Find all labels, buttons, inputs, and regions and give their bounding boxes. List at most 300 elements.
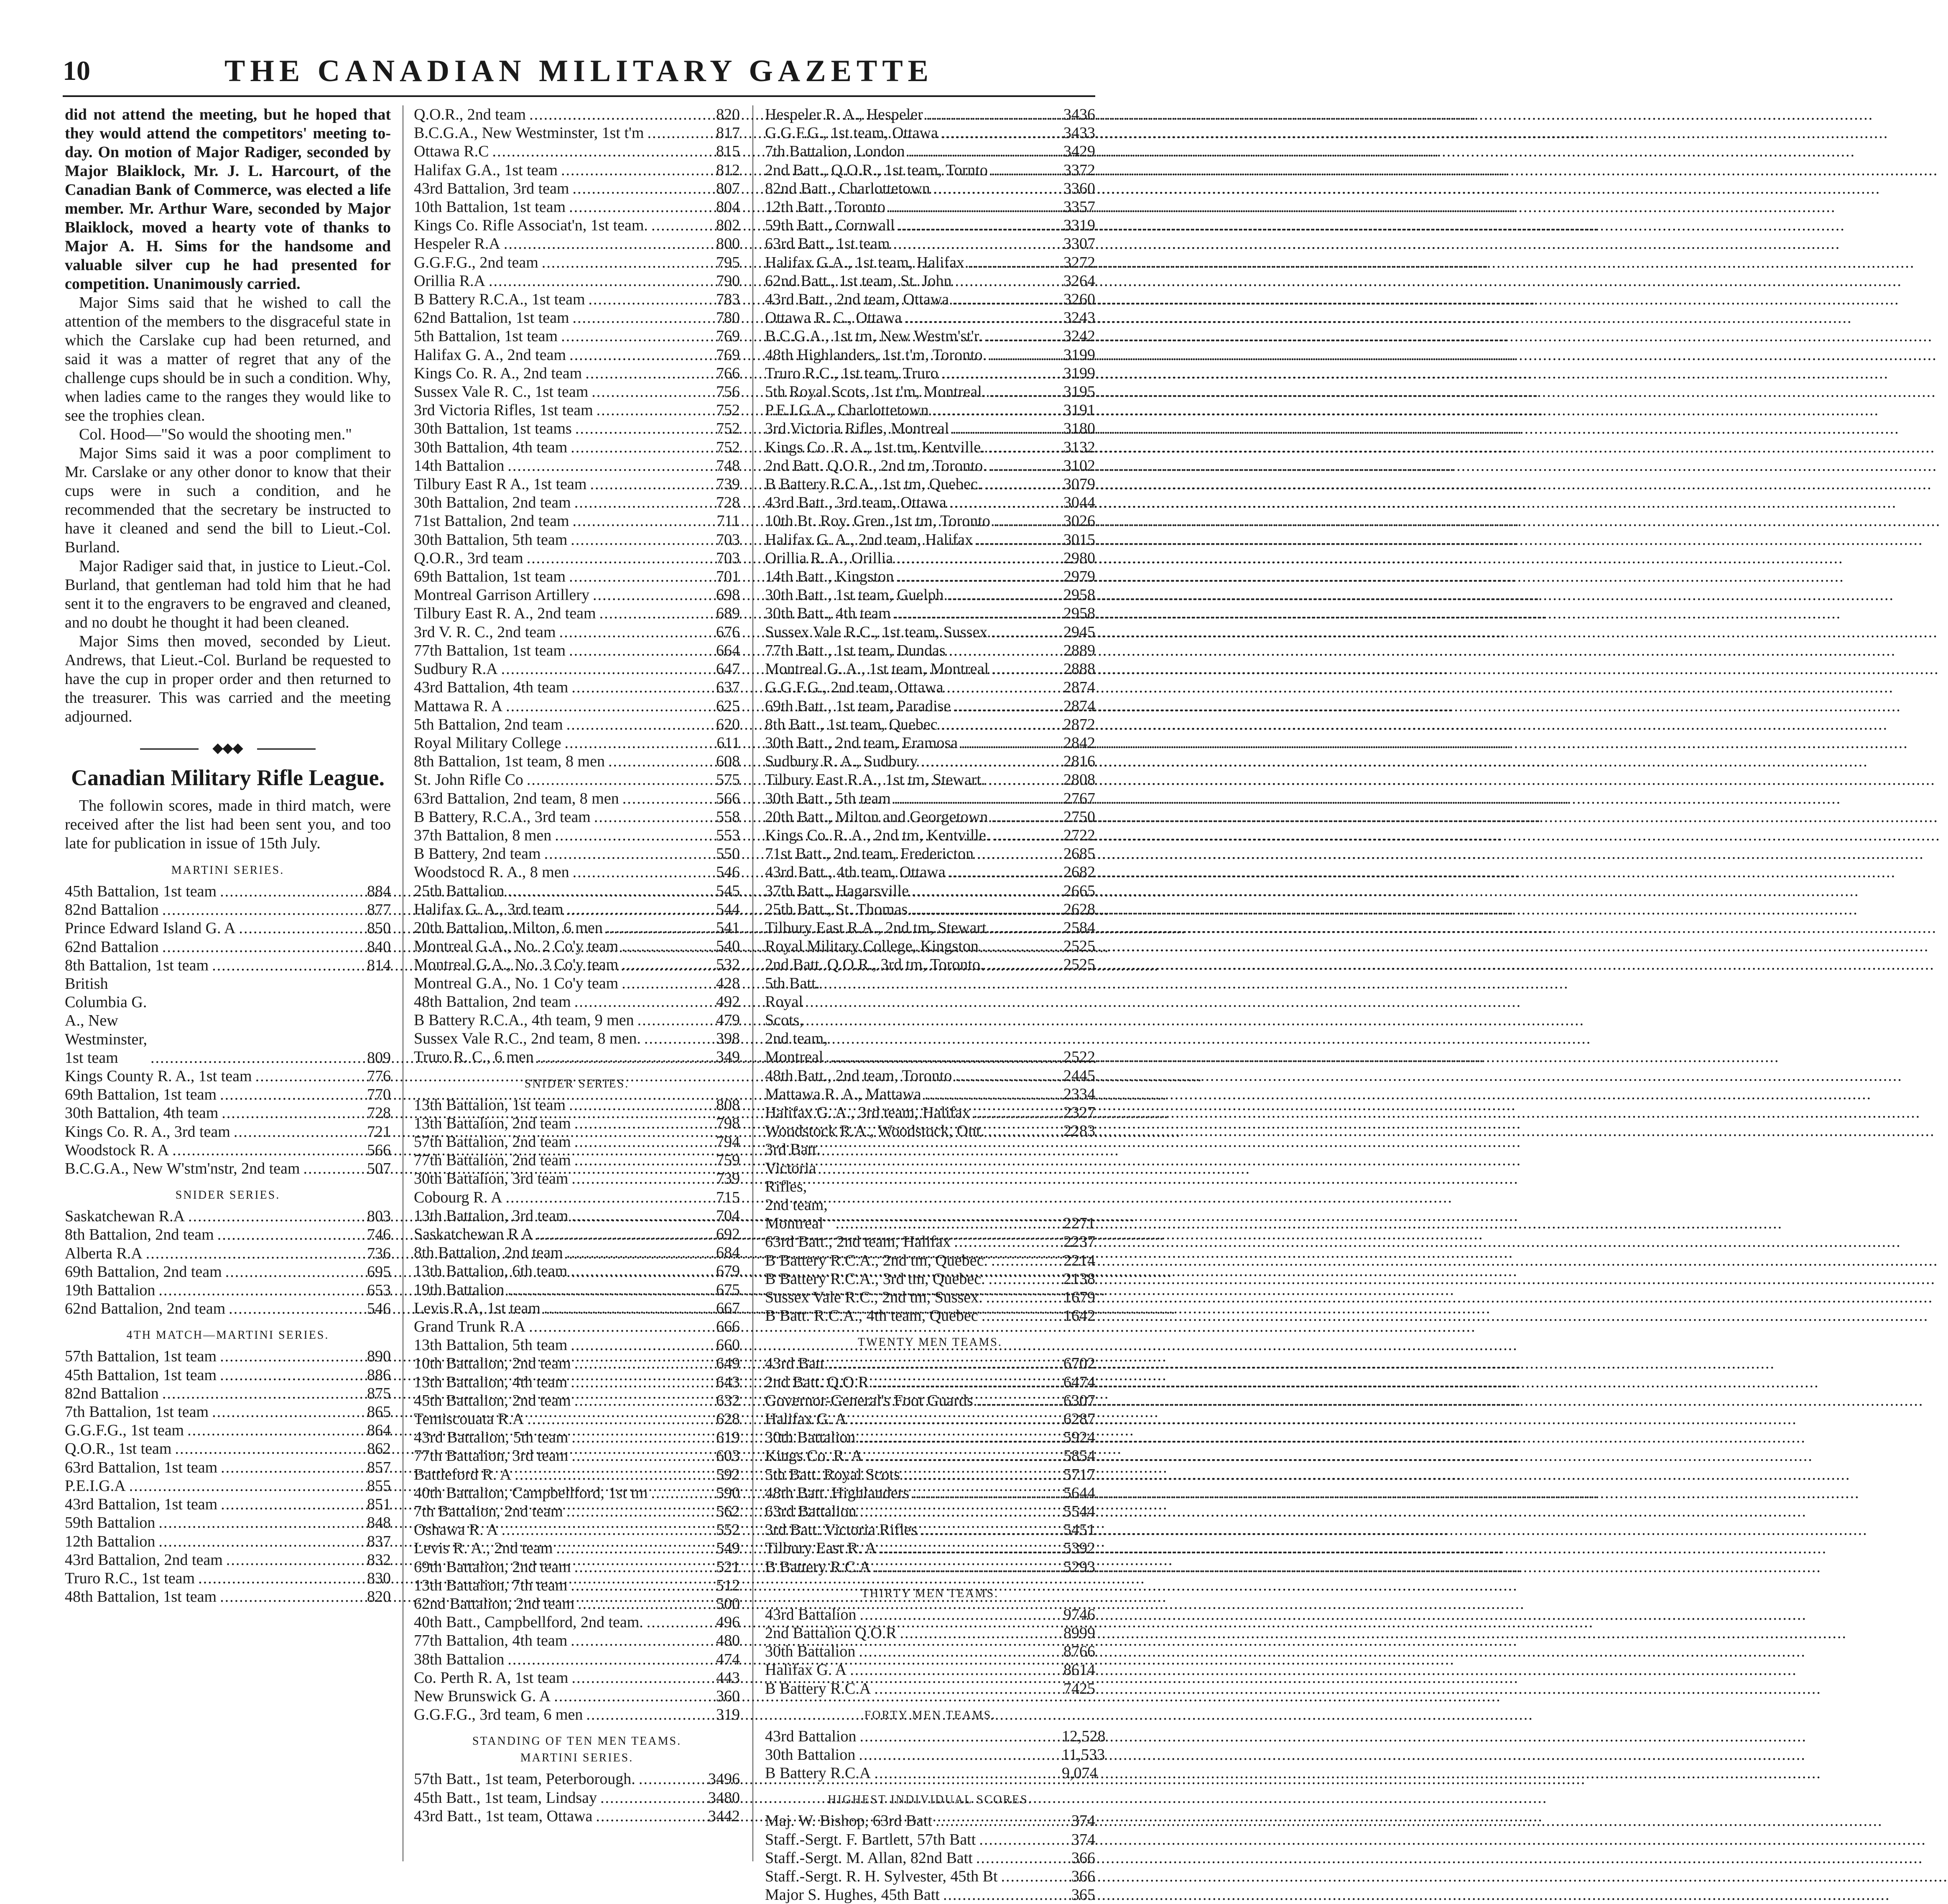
dot-leader <box>859 1642 1058 1661</box>
team-name: 48th Battalion, 1st team <box>65 1588 217 1606</box>
team-score: 2945 <box>1063 623 1095 641</box>
score-row <box>765 1521 1095 1539</box>
team-score: 507 <box>367 1160 391 1178</box>
score-row <box>65 1104 391 1122</box>
team-name: 43rd Battalion, 3rd team <box>414 179 569 197</box>
team-score: 5392 <box>1063 1539 1095 1557</box>
team-name: Grand Trunk R.A <box>414 1318 526 1335</box>
team-name: 8th Battalion, 1st team <box>65 956 209 974</box>
score-row <box>765 1140 1095 1233</box>
score-row <box>414 808 740 826</box>
team-score: 349 <box>716 1048 740 1066</box>
dot-leader <box>949 641 1058 660</box>
team-name: Montreal G. A., 1st team, Montreal <box>765 660 989 678</box>
team-score: 632 <box>716 1391 740 1409</box>
dot-leader <box>569 567 703 586</box>
dot-leader <box>990 346 1058 364</box>
team-name: 8th Battalion, 2nd team <box>414 1244 563 1262</box>
score-row <box>414 955 740 974</box>
team-name: Halifax G. A., 3rd team, Halifax <box>765 1103 970 1121</box>
dot-leader <box>188 1207 354 1225</box>
dot-leader <box>989 1270 1058 1288</box>
dot-leader <box>571 678 703 697</box>
score-row <box>414 974 740 993</box>
score-row <box>765 1605 1095 1624</box>
dot-leader <box>573 863 703 881</box>
dot-leader <box>573 512 703 530</box>
dot-leader <box>527 1410 703 1428</box>
score-row <box>765 1830 1095 1849</box>
dot-leader <box>542 253 703 272</box>
score-row <box>414 1225 740 1243</box>
team-score: 675 <box>716 1281 740 1299</box>
team-name: 19th Battalion <box>65 1281 156 1299</box>
team-score: 3436 <box>1063 106 1095 123</box>
team-score: 366 <box>1071 1868 1095 1886</box>
dot-leader <box>593 586 703 604</box>
team-name: 2nd Batt. Q.O.R., 3rd tm, Toronto. <box>765 956 984 974</box>
dot-leader <box>608 752 703 771</box>
score-row <box>765 678 1095 697</box>
team-score: 739 <box>716 1170 740 1188</box>
dot-leader <box>987 955 1058 974</box>
score-row <box>765 1391 1095 1410</box>
team-score: 808 <box>716 1096 740 1114</box>
team-name: 57th Battalion, 2nd team <box>414 1133 571 1151</box>
team-score: 637 <box>716 679 740 697</box>
dot-leader <box>229 1299 354 1318</box>
dot-leader <box>622 955 703 974</box>
dot-leader <box>158 1514 354 1532</box>
score-row <box>65 938 391 956</box>
dot-leader <box>158 1532 354 1551</box>
team-name: 43rd Battalion <box>765 1727 857 1745</box>
score-row <box>765 845 1095 863</box>
team-name: 5th Batt. Royal Scots <box>765 1465 900 1483</box>
team-name: 43rd Battalion, 5th team <box>414 1429 569 1447</box>
article-paragraph: did not attend the meeting, but he hoped that they would attend the competitors' meeting to-day. On motion of Major Radiger, seconded by Major Blaiklock, Mr. J. L. Harcourt, of the Canadian Bank of Commerce, was elected a life member. Mr. Arthur Ware, seconded by Major Blaiklock, moved a hearty vote of thanks to Major A. H. Sims for the handsome and valuable silver cup he had presented for competition. Unanimously carried. <box>65 106 391 293</box>
team-name: Levis R. A., 2nd team <box>414 1539 553 1557</box>
dot-leader <box>527 549 703 567</box>
team-score: 553 <box>716 826 740 844</box>
dot-leader <box>502 1521 703 1539</box>
team-score: 2445 <box>1063 1067 1095 1085</box>
dot-leader <box>976 1849 1058 1867</box>
team-name: 69th Battalion, 1st team <box>65 1086 217 1104</box>
score-row <box>65 1067 391 1085</box>
score-row <box>414 1048 740 1066</box>
team-score: 608 <box>716 753 740 771</box>
team-name: 45th Battalion, 1st team <box>65 1366 217 1384</box>
dot-leader <box>622 789 703 808</box>
team-name: 62nd Battalion, 1st team <box>414 309 569 327</box>
team-name: 62nd Batt., 1st team, St. John <box>765 272 952 290</box>
score-row <box>414 1428 740 1447</box>
score-row <box>765 1251 1095 1270</box>
dot-leader <box>544 1299 703 1317</box>
team-name: 14th Battalion <box>414 457 505 475</box>
team-score: 575 <box>716 771 740 789</box>
score-row <box>765 364 1095 383</box>
score-row <box>414 604 740 623</box>
dot-leader <box>947 678 1059 697</box>
team-score: 365 <box>1071 1886 1095 1904</box>
team-score: 9746 <box>1063 1605 1095 1623</box>
dot-leader <box>954 1233 1058 1251</box>
dot-leader <box>571 1373 703 1391</box>
dot-leader <box>150 1049 354 1067</box>
dot-leader <box>571 1262 703 1280</box>
score-row <box>414 715 740 734</box>
team-score: 890 <box>367 1348 391 1365</box>
team-name: Staff.-Sergt. M. Allan, 82nd Batt <box>765 1849 973 1867</box>
score-row <box>65 1347 391 1365</box>
score-row <box>414 179 740 198</box>
team-name: Halifax G. A., 2nd team <box>414 346 566 364</box>
team-name: 45th Battalion, 2nd team <box>414 1391 571 1409</box>
section-heading: HIGHEST INDIVIDUAL SCORES. <box>828 1793 1033 1807</box>
team-name: 77th Battalion, 2nd team <box>414 1151 571 1169</box>
team-name: 2nd Batt., Q.O.R., 1st team, Tornto <box>765 161 988 179</box>
dot-leader <box>567 900 703 919</box>
score-row <box>414 863 740 881</box>
team-score: 875 <box>367 1384 391 1402</box>
team-score: 12,528 <box>1062 1727 1106 1745</box>
team-score: 3242 <box>1063 327 1095 345</box>
team-name: Royal Military College <box>414 734 561 752</box>
team-score: 2138 <box>1063 1270 1095 1288</box>
score-row <box>414 1133 740 1151</box>
score-row <box>414 216 740 235</box>
team-score: 703 <box>716 531 740 549</box>
team-name: 43rd Battalion, 4th team <box>414 679 569 697</box>
team-name: St. John Rifle Co <box>414 771 523 789</box>
team-score: 2584 <box>1063 919 1095 937</box>
team-name: 3rd Victoria Rifles, 1st team <box>414 401 593 419</box>
team-name: Hespeler R. A., Hespeler <box>765 106 923 123</box>
score-row <box>414 789 740 808</box>
score-row <box>65 882 391 901</box>
score-row <box>414 752 740 771</box>
dot-leader <box>559 623 703 641</box>
dot-leader <box>920 1521 1058 1539</box>
dot-leader <box>992 660 1058 678</box>
team-score: 809 <box>367 1049 391 1067</box>
dot-leader <box>1001 1867 1058 1886</box>
dot-leader <box>507 882 703 900</box>
team-name: B Battery R.C.A., 2nd tm, Quebec. <box>765 1251 988 1269</box>
dot-leader <box>571 531 703 549</box>
team-score: 8766 <box>1063 1643 1095 1661</box>
team-score: 794 <box>716 1133 740 1151</box>
dot-leader <box>952 419 1058 438</box>
dot-leader <box>537 1048 703 1066</box>
team-name: Orillia R. A., Orillia <box>765 549 893 567</box>
team-score: 2525 <box>1063 956 1095 974</box>
score-list <box>414 1096 740 1724</box>
score-row <box>765 1067 1095 1085</box>
team-name: G.G.F.G., 3rd team, 6 men <box>414 1706 583 1724</box>
team-score: 549 <box>716 1539 740 1557</box>
team-name: 13th Battalion, 2nd team <box>414 1114 571 1132</box>
team-score: 566 <box>367 1141 391 1159</box>
team-score: 546 <box>716 863 740 881</box>
team-score: 3199 <box>1063 346 1095 364</box>
dot-leader <box>225 1263 354 1281</box>
score-row <box>765 235 1095 253</box>
dot-leader <box>129 1477 354 1495</box>
article-paragraph: Major Sims said it was a poor compliment to Mr. Carslake or any other donor to know that their cups were in such a condition, and he recommended that the secretary be instructed to have it cleaned and send the bill to Lieut.-Col. Burland. <box>65 444 391 556</box>
team-name: B Battery R.C.A <box>765 1764 871 1782</box>
team-score: 769 <box>716 346 740 364</box>
team-score: 649 <box>716 1355 740 1373</box>
page-number: 10 <box>63 56 90 86</box>
dot-leader <box>982 937 1058 955</box>
team-score: 2888 <box>1063 660 1095 678</box>
dot-leader <box>594 808 703 826</box>
dot-leader <box>836 1214 1058 1233</box>
team-name: 7th Battalion, London <box>765 143 905 161</box>
score-row <box>765 161 1095 179</box>
team-score: 807 <box>716 179 740 197</box>
score-row <box>765 272 1095 290</box>
dot-leader <box>828 1354 1058 1373</box>
score-list <box>65 1207 391 1318</box>
team-score: 2525 <box>1063 937 1095 955</box>
section-heading: THIRTY MEN TEAMS. <box>861 1587 999 1600</box>
team-score: 3360 <box>1063 179 1095 197</box>
score-row <box>765 383 1095 401</box>
score-row <box>765 1270 1095 1288</box>
team-score: 647 <box>716 660 740 678</box>
team-score: 684 <box>716 1244 740 1262</box>
team-name: Hespeler R.A <box>414 235 500 253</box>
team-score: 2682 <box>1063 863 1095 881</box>
team-name: 77th Battalion, 3rd team <box>414 1447 569 1465</box>
dot-leader <box>571 1669 703 1687</box>
dot-leader <box>651 216 703 235</box>
score-row <box>414 419 740 438</box>
team-name: Halifax G. A <box>765 1410 847 1428</box>
score-row <box>414 1576 740 1595</box>
score-row <box>765 1886 1095 1904</box>
dot-leader <box>506 1188 703 1207</box>
score-row <box>414 493 740 512</box>
team-score: 443 <box>716 1669 740 1687</box>
score-row <box>414 512 740 530</box>
team-score: 783 <box>716 291 740 309</box>
header-rule <box>63 95 1095 97</box>
score-row <box>765 457 1095 475</box>
dot-leader <box>606 919 703 937</box>
column-middle <box>414 105 740 1866</box>
score-row <box>765 512 1095 530</box>
team-name: B Battery R.C.A., 1st team <box>414 291 585 309</box>
team-score: 3357 <box>1063 198 1095 216</box>
team-score: 643 <box>716 1373 740 1391</box>
article-title: Canadian Military Rifle League. <box>71 765 385 790</box>
team-score: 544 <box>716 900 740 918</box>
dot-leader <box>162 901 354 919</box>
dot-leader <box>556 1539 703 1557</box>
score-row <box>765 1624 1095 1642</box>
team-name: 71st Batt., 2nd team, Fredericton <box>765 845 974 863</box>
team-score: 2767 <box>1063 789 1095 807</box>
team-score: 660 <box>716 1336 740 1354</box>
score-row <box>65 1366 391 1384</box>
team-name: B.C.G.A., New Westminster, 1st t'm <box>414 124 644 142</box>
dot-leader <box>574 1151 703 1169</box>
team-score: 2665 <box>1063 882 1095 900</box>
score-row <box>765 346 1095 364</box>
team-score: 3442 <box>708 1807 740 1825</box>
dot-leader <box>941 124 1058 142</box>
team-score: 752 <box>716 438 740 456</box>
dot-leader <box>912 882 1058 900</box>
team-score: 6287 <box>1063 1410 1095 1428</box>
dot-leader <box>578 1595 703 1613</box>
team-name: Tilbury East R.A., 2nd tm, Stewart <box>765 919 987 937</box>
score-row <box>765 623 1095 641</box>
score-row <box>414 660 740 678</box>
score-row <box>765 253 1095 272</box>
dot-leader <box>212 1403 354 1421</box>
score-row <box>765 900 1095 919</box>
team-name: 12th Battalion <box>65 1532 156 1550</box>
team-score: 8614 <box>1063 1661 1095 1679</box>
score-row <box>414 235 740 253</box>
team-name: 8th Batt., 1st team, Quebec <box>765 715 938 733</box>
dot-leader <box>571 1207 703 1225</box>
team-name: B Battery R.C.A <box>765 1558 871 1576</box>
team-name: Tilbury East R. A., 2nd team <box>414 605 596 623</box>
dot-leader <box>571 1428 703 1447</box>
team-score: 759 <box>716 1151 740 1169</box>
team-score: 2327 <box>1063 1103 1095 1121</box>
dot-leader <box>574 1133 703 1151</box>
team-name: 43rd Batt., 1st team, Ottawa <box>414 1807 593 1825</box>
dot-leader <box>566 715 703 734</box>
team-score: 817 <box>716 124 740 142</box>
score-row <box>765 1373 1095 1391</box>
team-name: 63rd Battalion, 1st team <box>65 1458 218 1476</box>
dot-leader <box>985 475 1058 493</box>
score-row <box>414 1317 740 1336</box>
article-paragraph: Major Sims said that he wished to call the attention of the members to the disgraceful state in which the Carslake cup had been returned, and said it was a matter of regret that any of the challenge cups should be in such a condition. Why, when ladies came to the ranges they would like to see the trophies clean. <box>65 294 391 424</box>
team-name: G.G.F.G., 2nd team, Ottawa <box>765 679 943 697</box>
article-paragraph: Major Radiger said that, in justice to Lieut.-Col. Burland, that gentleman had told him that he had sent it to the engravers to be engraved and cleaned, and no doubt he thought it had been cleaned. <box>65 557 391 631</box>
team-score: 590 <box>716 1484 740 1502</box>
team-score: 428 <box>716 974 740 992</box>
team-score: 830 <box>367 1569 391 1587</box>
dot-leader <box>172 1141 354 1159</box>
dot-leader <box>303 1159 354 1178</box>
team-score: 5644 <box>1063 1484 1095 1502</box>
dot-leader <box>932 401 1058 419</box>
team-score: 780 <box>716 309 740 327</box>
team-score: 850 <box>367 919 391 937</box>
team-name: 14th Batt., Kingston <box>765 568 894 586</box>
score-row <box>65 1299 391 1318</box>
dot-leader <box>979 1830 1058 1849</box>
dot-leader <box>647 1613 703 1631</box>
dot-leader <box>544 845 703 863</box>
team-name: Tilbury East R A., 1st team <box>414 475 587 493</box>
team-score: 770 <box>367 1086 391 1104</box>
team-score: 5924 <box>1063 1429 1095 1447</box>
score-row <box>414 1169 740 1188</box>
dot-leader <box>574 1354 703 1373</box>
team-score: 701 <box>716 568 740 586</box>
team-score: 865 <box>367 1403 391 1421</box>
team-name: 5th Royal Scots, 1st t'm, Montreal. <box>765 383 986 401</box>
score-row <box>65 975 391 1067</box>
dot-leader <box>925 1085 1058 1103</box>
masthead-title: THE CANADIAN MILITARY GAZETTE <box>224 54 934 88</box>
score-row <box>765 1233 1095 1251</box>
dot-leader <box>220 1347 354 1365</box>
score-list <box>765 1605 1095 1698</box>
dot-leader <box>597 401 703 419</box>
team-score: 558 <box>716 808 740 826</box>
score-row <box>414 1705 740 1724</box>
team-score: 2283 <box>1063 1122 1095 1140</box>
team-score: 3044 <box>1063 494 1095 512</box>
team-name: Kings Co. R. A., 1st tm, Kentville. <box>765 438 985 456</box>
score-list <box>765 1354 1095 1576</box>
team-score: 512 <box>716 1576 740 1594</box>
score-row <box>765 697 1095 715</box>
team-score: 3372 <box>1063 161 1095 179</box>
score-row <box>765 1428 1095 1447</box>
team-name: Orillia R.A <box>414 272 485 290</box>
team-score: 689 <box>716 605 740 623</box>
section-heading: 4TH MATCH—MARTINI SERIES. <box>126 1329 329 1342</box>
team-name: Kings County R. A., 1st team <box>65 1067 252 1085</box>
dot-leader <box>644 1029 703 1048</box>
team-score: 619 <box>716 1429 740 1447</box>
team-name: Co. Perth R. A, 1st team <box>414 1669 569 1687</box>
team-score: 820 <box>367 1588 391 1606</box>
dot-leader <box>991 161 1058 179</box>
team-name: Q.O.R., 1st team <box>65 1440 172 1458</box>
team-score: 1679 <box>1063 1289 1095 1306</box>
score-row <box>765 882 1095 900</box>
team-name: 30th Battalion <box>765 1429 856 1447</box>
dot-leader <box>903 1465 1058 1484</box>
dot-leader <box>637 1011 703 1029</box>
team-score: 3132 <box>1063 438 1095 456</box>
team-score: 676 <box>716 623 740 641</box>
score-row <box>414 1613 740 1631</box>
score-row <box>414 771 740 789</box>
dot-leader <box>226 1551 354 1569</box>
dot-leader <box>573 309 703 327</box>
dot-leader <box>949 863 1058 881</box>
team-name: 62nd Battalion, 2nd team <box>414 1595 575 1613</box>
section-heading: SNIDER SERIES. <box>524 1077 630 1090</box>
team-name: G.G.F.G., 2nd team <box>414 253 538 271</box>
dot-leader <box>585 364 703 383</box>
team-name: Ottawa R.C <box>414 143 489 161</box>
score-row <box>765 1307 1095 1325</box>
dot-leader <box>859 1727 1058 1746</box>
team-score: 886 <box>367 1366 391 1384</box>
score-row <box>414 1011 740 1029</box>
score-row <box>65 901 391 919</box>
score-row <box>414 1465 740 1484</box>
dot-leader <box>866 1447 1058 1465</box>
